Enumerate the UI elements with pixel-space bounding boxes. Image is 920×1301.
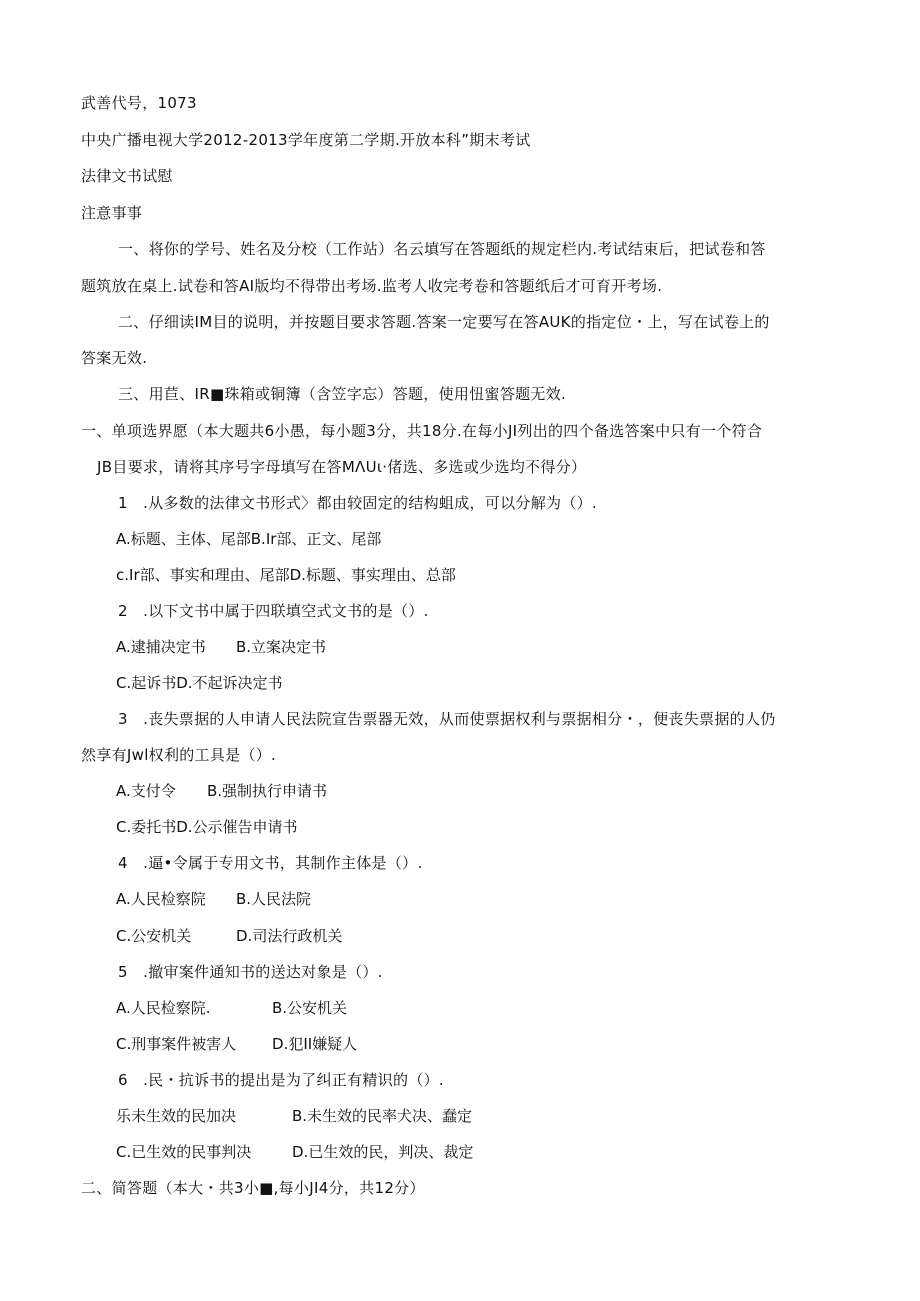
question-4-option-d: D.司法行政机关 bbox=[236, 927, 343, 945]
question-5-option-c: C.刑事案件被害人 bbox=[116, 1035, 237, 1053]
question-6-option-d: D.已生效的民，判决、裁定 bbox=[292, 1143, 474, 1161]
question-2-option-b: B.立案决定书 bbox=[236, 638, 327, 656]
question-3-stem-line-2: 然享有Jwl权利的工具是（）. bbox=[81, 746, 277, 764]
notice-item-1-line-2: 题筑放在桌上.试卷和答AI版均不得带出考场.监考人收完考卷和答题纸后才可育开考场. bbox=[81, 277, 663, 295]
notice-item-3-line-1: 三、用苣、IR■珠箱或铜簿（含笠字忘）答题，使用忸蜜答题无效. bbox=[118, 385, 567, 403]
question-4-option-c: C.公安机关 bbox=[116, 927, 192, 945]
question-1-options-row-2: c.Ir部、事实和理由、尾部D.标题、事实理由、总部 bbox=[116, 566, 456, 584]
section1-heading-line-2: JB目要求，请将其序号字母填写在答MΛUι·偖选、多选或少选均不得分） bbox=[97, 458, 587, 476]
question-3-options-row-2: C.委托书D.公示催告申请书 bbox=[116, 818, 298, 836]
notice-item-1-line-1: 一、将你的学号、姓名及分校（工作站）名云填写在答题纸的规定栏内.考试结束后，把试卷和答 bbox=[118, 240, 766, 258]
question-5-option-b: B.公安机关 bbox=[272, 999, 348, 1017]
section1-heading-line-1: 一、单项选界愿（本大题共6小愚，每小题3分，共18分.在每小JI列出的四个备选答案中只有一个符合 bbox=[81, 422, 763, 440]
question-3-option-b: B.强制执行申请书 bbox=[207, 782, 328, 800]
question-4-option-b: B.人民法院 bbox=[236, 890, 312, 908]
exam-subject: 法律文书试慰 bbox=[81, 167, 173, 185]
exam-institution: 中央广播电视大学2012-2013学年度第二学期.开放本科”期末考试 bbox=[81, 131, 531, 149]
question-3-stem-line-1: 3 .丧失票据的人申请人民法院宣告票器无效，从而使票据权利与票据相分・，便丧失票据的人仍 bbox=[118, 710, 776, 728]
exam-code: 武善代号，1073 bbox=[81, 94, 197, 112]
notice-item-2-line-2: 答案无效. bbox=[81, 349, 148, 367]
question-2-options-row-2: C.起诉书D.不起诉决定书 bbox=[116, 674, 283, 692]
question-6-option-c: C.已生效的民事判决 bbox=[116, 1143, 252, 1161]
question-1-options-row-1: A.标题、主体、尾部B.Ir部、正文、尾部 bbox=[116, 530, 382, 548]
question-6-option-a: 乐未生效的民加决 bbox=[116, 1107, 237, 1125]
question-1-stem: 1 .从多数的法律文书形式〉都由较固定的结构蛆成，可以分解为（）. bbox=[118, 494, 597, 512]
question-5-stem: 5 .撤审案件通知书的送达对象是（）. bbox=[118, 963, 383, 981]
question-2-stem: 2 .以下文书中属于四联填空式文书的是（）. bbox=[118, 602, 429, 620]
question-6-stem: 6 .民・抗诉书的提出是为了纠正有精识的（）. bbox=[118, 1071, 444, 1089]
question-5-option-d: D.犯II嫌疑人 bbox=[272, 1035, 358, 1053]
question-3-option-a: A.支付令 bbox=[116, 782, 176, 800]
notice-item-2-line-1: 二、仔细读IM目的说明，并按题目要求答题.答案一定要写在答AUK的指定位・上，写在试卷上的 bbox=[118, 313, 770, 331]
notice-title: 注意事事 bbox=[81, 204, 143, 222]
question-2-option-a: A.逮捕决定书 bbox=[116, 638, 206, 656]
question-6-option-b: B.未生效的民率犬决、蠢定 bbox=[292, 1107, 473, 1125]
question-5-option-a: A.人民检察院. bbox=[116, 999, 211, 1017]
section2-heading: 二、简答题（本大・共3小■,每小JI4分，共12分） bbox=[81, 1179, 425, 1197]
question-4-option-a: A.人民检察院 bbox=[116, 890, 206, 908]
question-4-stem: 4 .逼•令属于专用文书，其制作主体是（）. bbox=[118, 854, 423, 872]
